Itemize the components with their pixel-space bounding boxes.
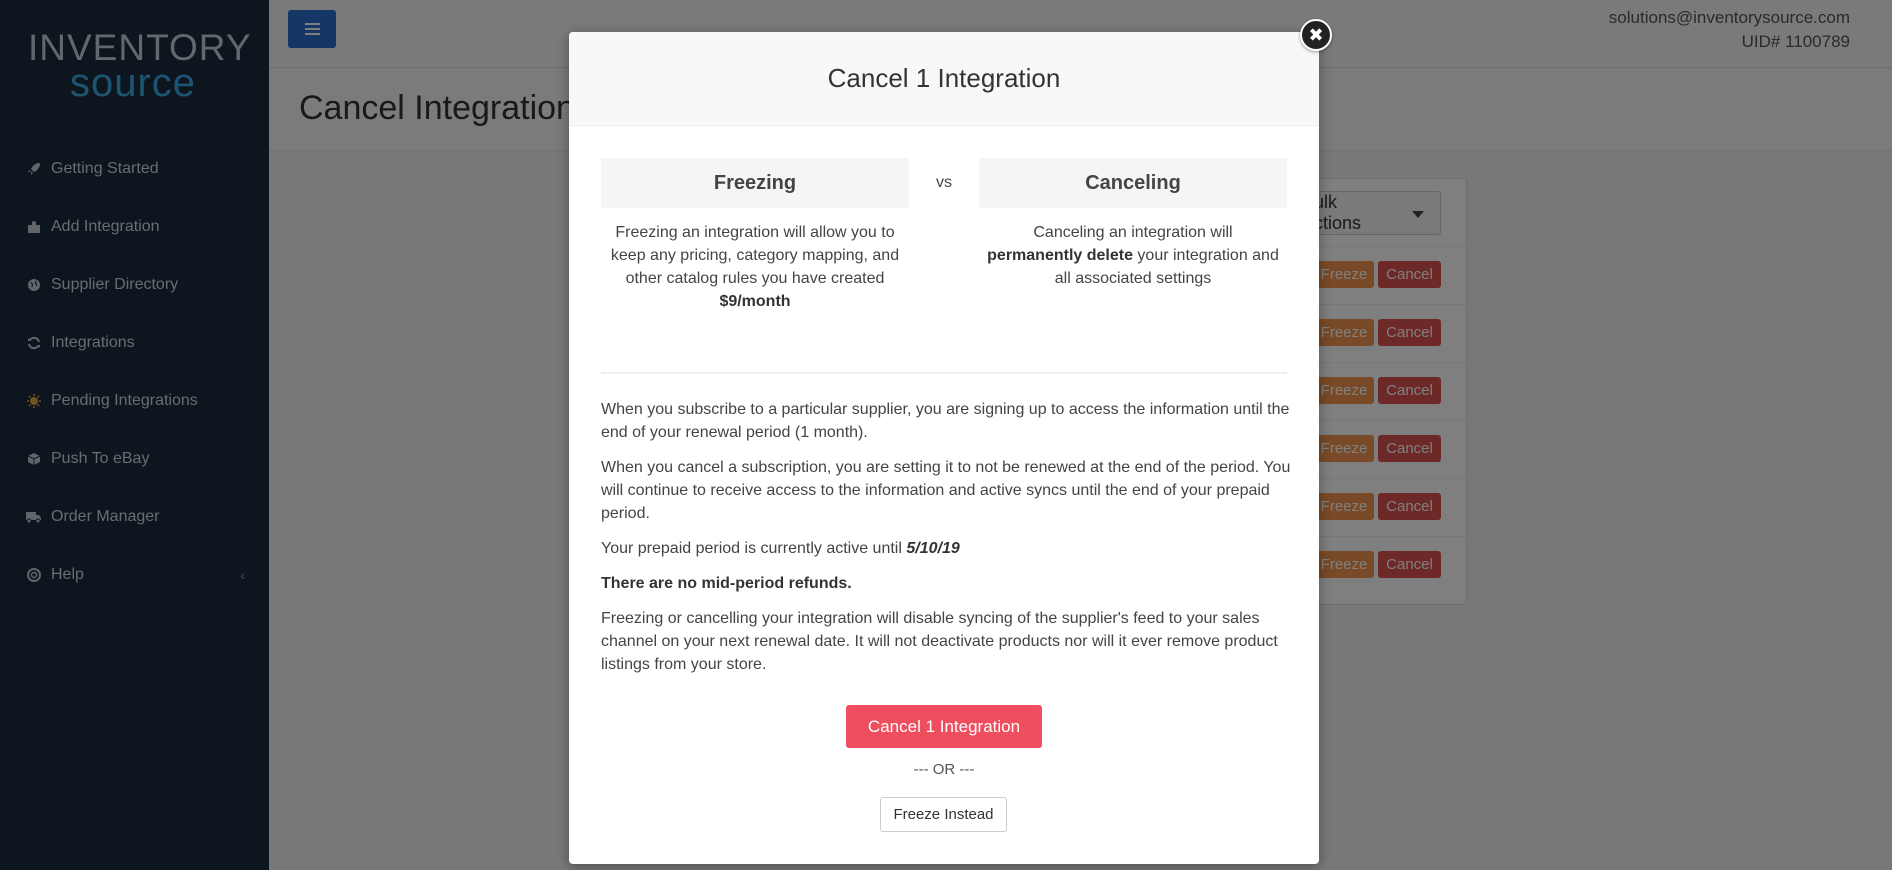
cancellation-info [601, 398, 1291, 688]
freezing-description [601, 221, 909, 313]
cancel-integration-modal [569, 32, 1319, 864]
canceling-column [979, 158, 1287, 290]
confirm-cancel-button[interactable]: Cancel 1 Integration [846, 705, 1042, 748]
info-paragraph-refunds: There are no mid-period refunds. [601, 575, 852, 592]
canceling-text-post: your integration and all associated settings [1054, 247, 1279, 287]
modal-title: Cancel 1 Integration [827, 63, 1061, 93]
freezing-price: $9/month [719, 293, 791, 310]
info-paragraph-syncing: Freezing or cancelling your integration will disable syncing of the supplier's feed to your sales channel on your next renewal date. It will not deactivate products nor will it ever remove product listings from your store. [601, 610, 1278, 673]
info-paragraph-cancel: When you cancel a subscription, you are setting it to not be renewed at the end of the period. You will continue to receive access to the information and active syncs until the end of your prepaid period. [601, 459, 1291, 522]
freezing-text: Freezing an integration will allow you to keep any pricing, category mapping, and other catalog rules you have created [610, 224, 900, 287]
freezing-heading: Freezing [601, 158, 909, 208]
info-paragraph-prepaid [601, 537, 1291, 560]
canceling-text-bold: permanently delete [987, 247, 1133, 264]
canceling-text-pre: Canceling an integration will [1033, 224, 1233, 241]
prepaid-date: 5/10/19 [906, 540, 960, 557]
freeze-instead-button[interactable]: Freeze Instead [880, 797, 1007, 832]
prepaid-text: Your prepaid period is currently active until [601, 540, 902, 557]
canceling-description [979, 221, 1287, 290]
divider [601, 372, 1287, 374]
freeze-vs-cancel-comparison [601, 158, 1287, 358]
vs-label: vs [936, 174, 952, 191]
close-icon[interactable]: ✖ [1300, 19, 1332, 51]
info-paragraph-subscribe: When you subscribe to a particular supplier, you are signing up to access the information until the end of your renewal period (1 month). [601, 401, 1290, 441]
canceling-heading: Canceling [979, 158, 1287, 208]
modal-header [569, 32, 1319, 126]
freezing-column [601, 158, 909, 313]
or-separator: --- OR --- [913, 761, 975, 778]
